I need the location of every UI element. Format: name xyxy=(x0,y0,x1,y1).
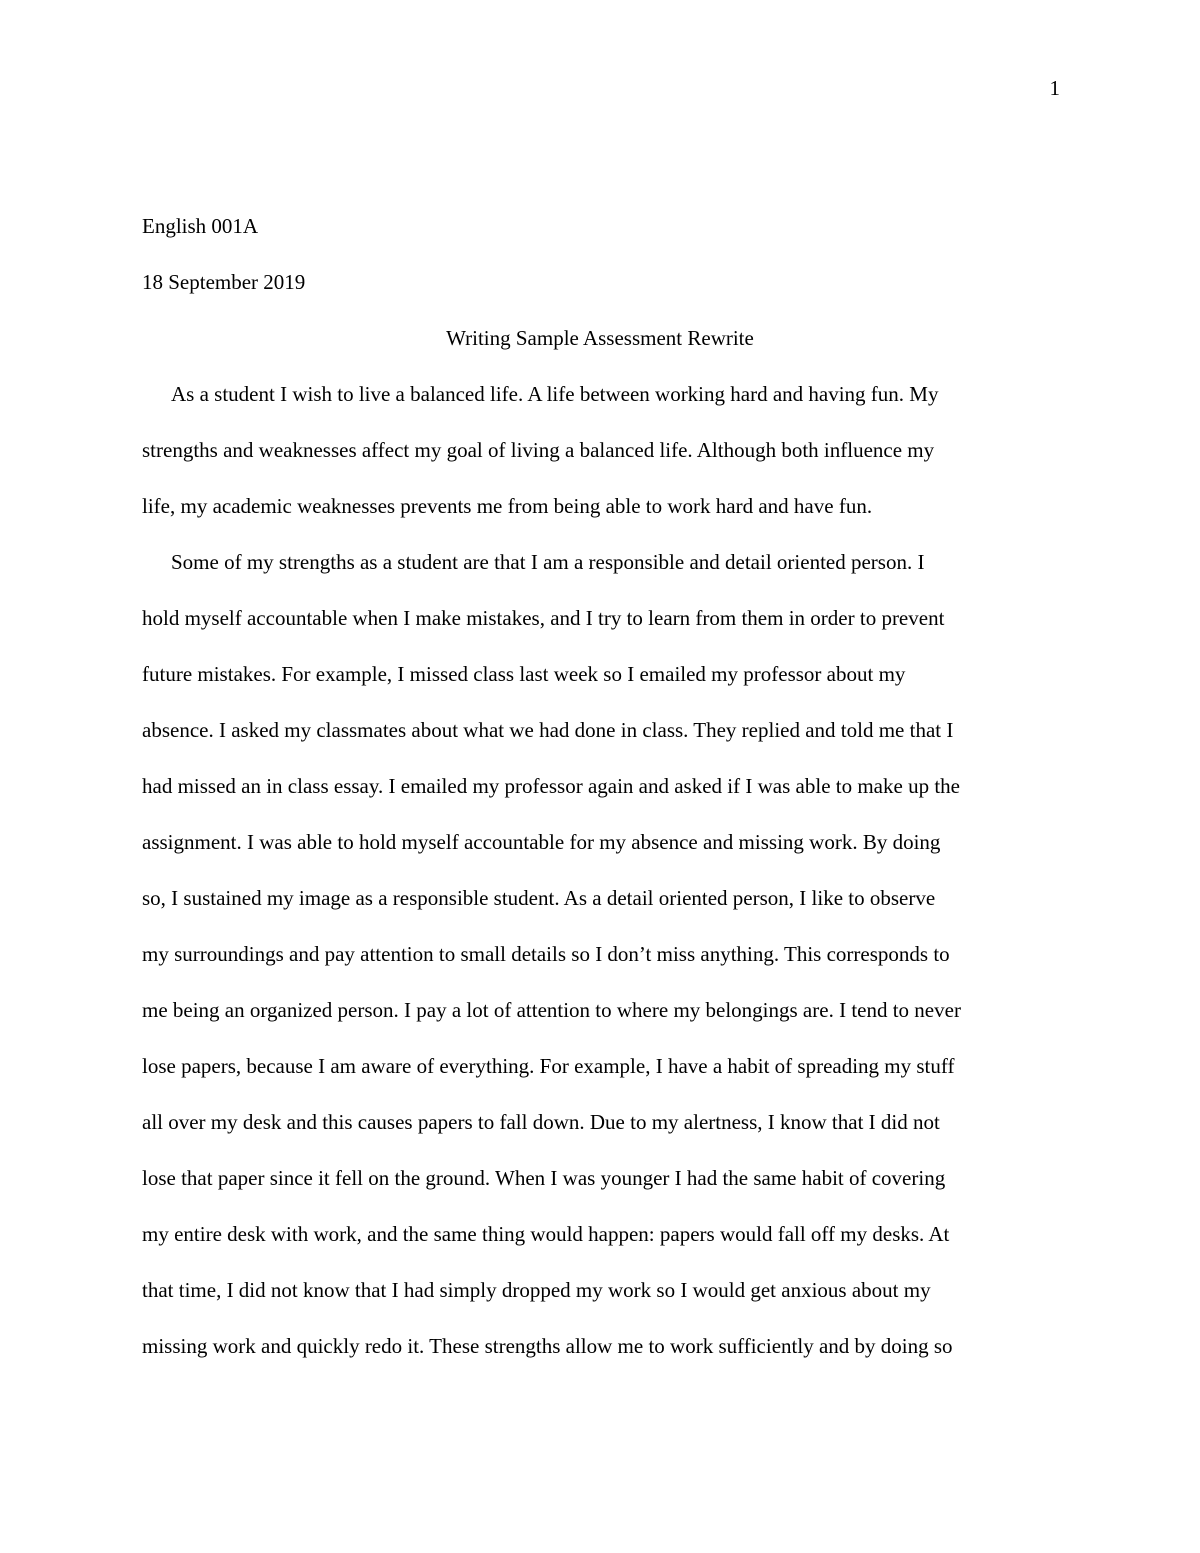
text-line: Some of my strengths as a student are that I am a responsible and detail oriented person. I xyxy=(171,550,925,574)
text-line: future mistakes. For example, I missed class last week so I emailed my professor about my xyxy=(142,662,906,686)
paragraph-2 xyxy=(142,534,1058,1374)
page-number: 1 xyxy=(1049,76,1060,100)
text-line: my surroundings and pay attention to small details so I don’t miss anything. This corresponds to xyxy=(142,942,950,966)
text-line: assignment. I was able to hold myself accountable for my absence and missing work. By doing xyxy=(142,830,941,854)
text-line: so, I sustained my image as a responsible student. As a detail oriented person, I like to observe xyxy=(142,886,936,910)
course-name: English 001A xyxy=(142,214,259,238)
document-date: 18 September 2019 xyxy=(142,270,306,294)
text-line: strengths and weaknesses affect my goal of living a balanced life. Although both influence my xyxy=(142,438,935,462)
document-title: Writing Sample Assessment Rewrite xyxy=(446,326,754,350)
text-line: As a student I wish to live a balanced life. A life between working hard and having fun. My xyxy=(171,382,939,406)
text-line: all over my desk and this causes papers to fall down. Due to my alertness, I know that I did not xyxy=(142,1110,940,1134)
text-line: lose papers, because I am aware of everything. For example, I have a habit of spreading my stuff xyxy=(142,1054,955,1078)
text-line: that time, I did not know that I had simply dropped my work so I would get anxious about my xyxy=(142,1278,931,1302)
text-line: life, my academic weaknesses prevents me from being able to work hard and have fun. xyxy=(142,494,873,518)
document-body xyxy=(142,198,1058,1374)
text-line: lose that paper since it fell on the ground. When I was younger I had the same habit of covering xyxy=(142,1166,946,1190)
text-line: my entire desk with work, and the same thing would happen: papers would fall off my desks. At xyxy=(142,1222,950,1246)
text-line: missing work and quickly redo it. These strengths allow me to work sufficiently and by doing so xyxy=(142,1334,953,1358)
text-line: had missed an in class essay. I emailed my professor again and asked if I was able to make up the xyxy=(142,774,960,798)
text-line: hold myself accountable when I make mistakes, and I try to learn from them in order to prevent xyxy=(142,606,945,630)
text-line: me being an organized person. I pay a lot of attention to where my belongings are. I tend to never xyxy=(142,998,961,1022)
text-line: absence. I asked my classmates about what we had done in class. They replied and told me that I xyxy=(142,718,954,742)
paragraph-1 xyxy=(142,366,1058,534)
